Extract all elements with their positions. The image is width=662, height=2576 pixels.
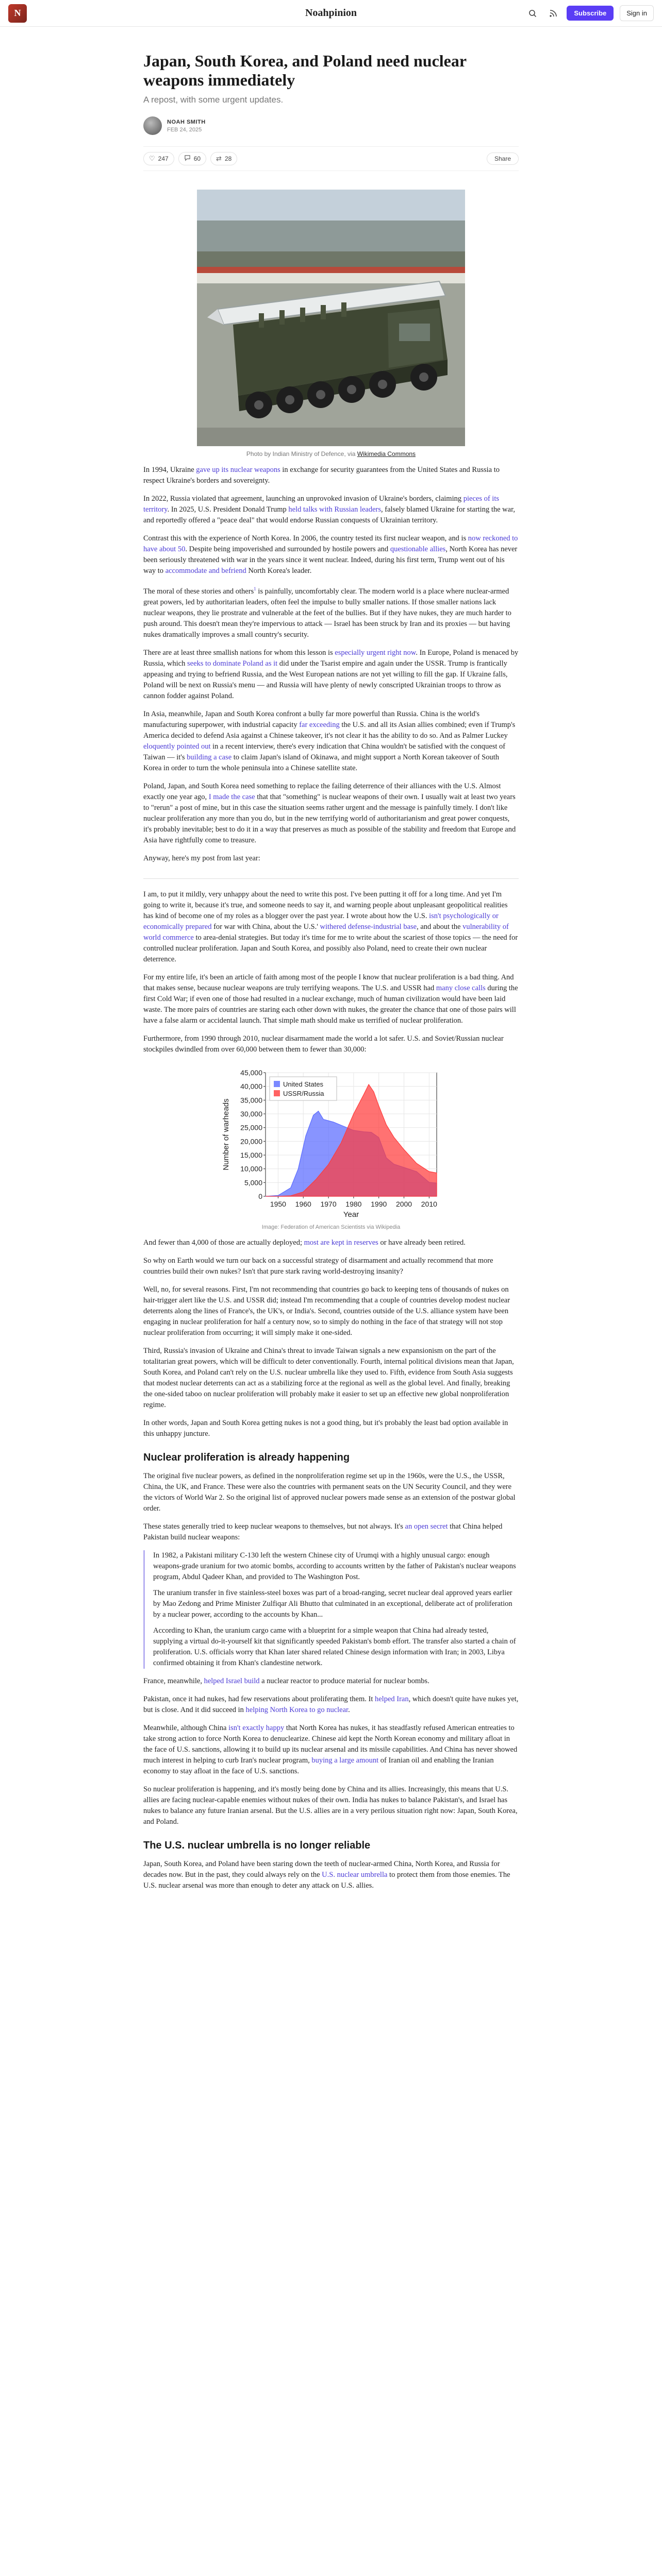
heart-icon: ♡ [149, 155, 155, 162]
paragraph [143, 1723, 519, 1777]
text-run: In 1994, Ukraine [143, 466, 196, 474]
text-run: There are at least three smallish nations for whom this lesson is [143, 648, 335, 657]
text-run: North Korea's leader. [246, 567, 312, 575]
intro-section [143, 465, 519, 864]
text-run: in exchange for security guarantees from the United States and Russia to respect Ukraine's borders and sovereignty. [143, 466, 500, 485]
hero-photo[interactable] [197, 190, 465, 446]
text-run: In Asia, meanwhile, Japan and South Korea confront a bully far more powerful than Russia. China is the world's manufacturing superpower, with industrial capacity [143, 709, 480, 729]
legend-swatch [274, 1090, 280, 1096]
blockquote [143, 1550, 519, 1669]
inline-link[interactable]: helped Iran [374, 1694, 409, 1703]
paragraph [143, 1471, 519, 1514]
restack-count: 28 [224, 155, 232, 162]
restack-icon: ⇄ [216, 155, 222, 162]
text-run: So nuclear proliferation is happening, and it's mostly being done by China and its allies. Increasingly, this means that U.S. allies are facing nuclear-capable enemies without nukes of their own. India has nukes to balance Pakistan's, and Israel has nukes to balance any future Iranian arsenal. But the U.S. allies are in a very perilous situation right now: Japan, South Korea, and Poland. [143, 1785, 518, 1826]
hero-caption-text: Photo by Indian Ministry of Defence, via [246, 450, 357, 457]
text-run: is painfully, uncomfortably clear. The modern world is a place where nuclear-armed great powers, led by authoritarian leaders, often feel the impulse to bully smaller nations. If those smaller nations lack nuclear weapons, they lie prostrate and vulnerable at the feet of the bullies. But if they have nukes, they are much harder to push around. This doesn't mean they're impervious to attack — Israel has been struck by Iran and its proxies — but having nukes dramatically improves a small country's security. [143, 587, 511, 639]
text-run: , and about the [417, 922, 463, 931]
text-run: to protect them from those enemies. The U.S. nuclear arsenal was more than enough to deter any attack on U.S. allies. [143, 1870, 510, 1890]
inline-link[interactable]: questionable allies [390, 545, 446, 553]
text-run: Contrast this with the experience of North Korea. In 2006, the country tested its first nuclear weapon, and is [143, 534, 468, 543]
author-name[interactable]: NOAH SMITH [167, 118, 206, 125]
logo-letter: N [14, 8, 21, 18]
post-date: FEB 24, 2025 [167, 126, 202, 133]
x-tick-label: 2010 [421, 1199, 437, 1208]
like-button[interactable] [143, 152, 174, 165]
top-navigation [0, 0, 662, 27]
text-run: Poland, Japan, and South Korea need something to replace the failing deterrence of their alliances with the U.S. Almost exactly one year ago, [143, 782, 501, 801]
text-run: Furthermore, from 1990 through 2010, nuclear disarmament made the world a lot safer. U.S. and Soviet/Russian nuclear stockpiles dwindled from over 60,000 between them to fewer than 30,000: [143, 1034, 504, 1054]
paragraph [143, 584, 519, 640]
paragraph [143, 1346, 519, 1411]
share-button[interactable]: Share [487, 152, 519, 165]
post-subtitle: A repost, with some urgent updates. [143, 95, 284, 105]
paragraph [143, 533, 519, 577]
inline-link[interactable]: building a case [187, 753, 232, 761]
paragraph [143, 1676, 519, 1687]
paragraph [143, 465, 519, 486]
text-run: of Iranian oil and enabling the Iranian economy to stay afloat in the face of U.S. sanctions. [143, 1756, 494, 1775]
y-tick-label: 20,000 [240, 1137, 262, 1146]
text-run: to claim Japan's island of Okinawa, and might support a North Korean takeover of South Korea in order to turn the whole peninsula into a Chinese satellite state. [143, 753, 499, 772]
text-run: that North Korea has nukes, it has steadfastly refused American entreaties to take strong action to force North Korea to denuclearize. Chinese aid kept the North Korean economy and military afloat in the face of U.S. sanctions, allowing it to build up its nuclear arsenal and its missile capabilities. And China has never showed much interest in helping to curb Iran's nuclear program, [143, 1723, 518, 1765]
paragraph [143, 781, 519, 846]
y-tick-label: 30,000 [240, 1109, 262, 1118]
paragraph [143, 1859, 519, 1891]
paragraph [153, 1550, 519, 1583]
publication-logo[interactable] [8, 4, 27, 23]
text-run: , which doesn't quite have nukes yet, but is close. And it did succeed in [143, 1694, 519, 1714]
text-run: , falsely blamed Ukraine for starting the war, and reportedly offered a "peace deal" that would endorse Russian conquests of Ukrainian territory. [143, 505, 515, 524]
post-title: Japan, South Korea, and Poland need nuclear weapons immediately [143, 52, 467, 89]
text-run: that China helped Pakistan build nuclear weapons: [143, 1522, 503, 1541]
y-tick-label: 40,000 [240, 1082, 262, 1091]
inline-link[interactable]: an open secret [405, 1522, 448, 1531]
section-divider [143, 878, 519, 879]
text-run: I am, to put it mildly, very unhappy about the need to write this post. I've been putting it off for a long time. And yet I'm going to write it, because it's true, and someone needs to say it, and warning people about unpleasant geopolitical realities has kind of become one of my roles as a blogger over the past year. I wrote about how the U.S. [143, 890, 508, 920]
inline-link[interactable]: helping North Korea to go nuclear [245, 1705, 349, 1714]
inline-link[interactable]: vulnerability of world commerce [143, 922, 509, 942]
inline-link[interactable]: now reckoned to have about 50 [143, 534, 518, 553]
paragraph [143, 1784, 519, 1827]
paragraph [143, 709, 519, 774]
text-run: in a recent interview, there's every indication that China wouldn't be satisfied with the conquest of Taiwan — it's [143, 742, 506, 761]
x-axis-label: Year [343, 1210, 359, 1219]
paragraph [143, 889, 519, 965]
text-run: the U.S. and all its Asian allies combined; even if Trump's America decided to defend Asia against a Chinese takeover, it's not clear it has the ability to do so. And as Palmer Luckey [143, 720, 516, 740]
y-tick-label: 0 [258, 1192, 262, 1200]
text-run: These states generally tried to keep nuclear weapons to themselves, but not always. It's [143, 1522, 405, 1531]
paragraph [143, 1033, 519, 1055]
text-run: So why on Earth would we turn our back on a successful strategy of disarmament and actually recommend that more countries build their own nukes? Isn't that pure stark raving world-destroying insanity? [143, 1256, 493, 1276]
inline-link[interactable]: I made the case [208, 792, 255, 801]
text-run: In 1982, a Pakistani military C-130 left the western Chinese city of Urumqi with a highly unusual cargo: enough weapons-grade uranium for two atomic bombs, according to accounts written by the father of Pakistan's nuclear weapons program, Abdul Qadeer Khan, and provided to The Washington Post. [153, 1551, 516, 1581]
repost-section [143, 889, 519, 1055]
inline-link[interactable]: accommodate and befriend [165, 567, 246, 575]
y-axis-label: Number of warheads [222, 1098, 230, 1171]
paragraph [153, 1625, 519, 1669]
inline-link[interactable]: most are kept in reserves [304, 1238, 378, 1247]
x-tick-label: 1970 [320, 1199, 337, 1208]
text-run: . In 2025, U.S. President Donald Trump [167, 505, 289, 514]
x-tick-label: 1950 [270, 1199, 286, 1208]
text-run: during the first Cold War; if even one of those had resulted in a nuclear exchange, much of human civilization would have been laid waste. The more pairs of countries are staring each other down with nukes, the greater the chance that one of those pairs will have a false alarm or accidental launch. That simple math should make us terrified of nuclear proliferation. [143, 984, 518, 1025]
chart-caption: Image: Federation of American Scientists via Wikipedia [261, 1224, 401, 1230]
paragraph [143, 1521, 519, 1543]
warhead-chart[interactable] [220, 1066, 442, 1230]
text-run: According to Khan, the uranium cargo came with a blueprint for a simple weapon that China had already tested, supplying a virtual do-it-yourself kit that significantly speeded Pakistan's bomb effort. The transfer also started a chain of proliferation. U.S. officials worry that Khan later shared related Chinese design information with Iran; in 2003, Libya confirmed obtaining it from Khan's clandestine network. [153, 1626, 516, 1667]
text-run: a nuclear reactor to produce material for nuclear bombs. [259, 1676, 429, 1685]
nav-actions [525, 5, 654, 21]
inline-link[interactable]: isn't psychologically or economically prepared [143, 911, 499, 931]
paragraph [143, 1238, 519, 1248]
text-run: The moral of these stories and others [143, 587, 254, 596]
byline-text [167, 119, 206, 133]
inline-link[interactable]: especially urgent right now [335, 648, 416, 657]
y-tick-label: 25,000 [240, 1123, 262, 1132]
x-tick-label: 1980 [345, 1199, 362, 1208]
paragraph [143, 1418, 519, 1439]
legend-label: United States [283, 1080, 324, 1088]
byline [143, 116, 519, 135]
sign-in-button[interactable]: Sign in [620, 5, 654, 21]
y-tick-label: 35,000 [240, 1096, 262, 1105]
text-run: For my entire life, it's been an article of faith among most of the people I know that nuclear proliferation is a bad thing. And that makes sense, because nuclear weapons are truly terrifying weapons. The U.S. and USSR had [143, 973, 514, 992]
text-run: In 2022, Russia violated that agreement, launching an unprovoked invasion of Ukraine's borders, claiming [143, 495, 464, 503]
subscribe-button[interactable]: Subscribe [567, 6, 614, 21]
site-title[interactable]: Noahpinion [305, 7, 357, 19]
author-avatar[interactable] [143, 116, 162, 135]
paragraph [143, 494, 519, 526]
after-chart-section [143, 1238, 519, 1439]
proliferation-section [143, 1471, 519, 1543]
x-tick-label: 1990 [371, 1199, 387, 1208]
text-run: Japan, South Korea, and Poland have been staring down the teeth of nuclear-armed China, North Korea, and Russia for decades now. But in the past, they could always rely on the [143, 1859, 500, 1879]
y-tick-label: 15,000 [240, 1150, 262, 1159]
inline-link[interactable]: gave up its nuclear weapons [196, 466, 280, 474]
restack-button[interactable] [210, 152, 237, 165]
inline-link[interactable]: eloquently pointed out [143, 742, 211, 751]
inline-link[interactable]: helped Israel build [204, 1676, 260, 1685]
y-tick-label: 10,000 [240, 1164, 262, 1173]
hero-caption-link[interactable]: Wikimedia Commons [357, 450, 416, 457]
x-tick-label: 2000 [395, 1199, 412, 1208]
text-run: that that "something" is nuclear weapons of their own. I usually wait at least two years to "rerun" a post of mine, but in this case the situation seems rather urgent and the message is painfully timely. I don't like nuclear proliferation any more than you do, but in the new terrifying world of authoritarianism and great power conquests, it's probably inevitable; best to do it in a way that preserves as much as possible of the stability and freedom that Europe and Asia have rightfully come to treasure. [143, 792, 516, 844]
inline-link[interactable]: isn't exactly happy [228, 1723, 285, 1732]
inline-link[interactable]: buying a large amount [311, 1756, 379, 1765]
legend-swatch [274, 1081, 280, 1087]
paragraph [143, 972, 519, 1026]
text-run: or have already been retired. [378, 1238, 466, 1247]
comment-icon [184, 155, 191, 163]
x-tick-label: 1960 [295, 1199, 311, 1208]
post-actions-bar [143, 146, 519, 171]
paragraph [143, 1694, 519, 1716]
text-run: France, meanwhile, [143, 1676, 204, 1685]
inline-link[interactable]: withered defense-industrial base [320, 922, 417, 931]
text-run: . In Europe, Poland is menaced by Russia, which [143, 648, 519, 668]
paragraph [143, 1256, 519, 1277]
text-run: , North Korea has never been seriously threatened with war in the years since it went nuclear. Indeed, during his first term, Trump went out of his way to [143, 545, 518, 575]
inline-link[interactable]: far exceeding [299, 720, 340, 729]
y-tick-label: 45,000 [240, 1068, 262, 1077]
warhead-chart-svg [220, 1066, 442, 1221]
inline-link[interactable]: many close calls [436, 984, 486, 992]
hero-illustration [197, 190, 465, 446]
inline-link[interactable]: pieces of its territory [143, 495, 499, 514]
text-run: And fewer than 4,000 of those are actually deployed; [143, 1238, 304, 1247]
paragraph [143, 648, 519, 702]
y-tick-label: 5,000 [244, 1178, 262, 1187]
hero-caption [143, 450, 519, 457]
legend-label: USSR/Russia [283, 1089, 324, 1097]
text-run: In other words, Japan and South Korea getting nukes is not a good thing, but it's probably the least bad option available in this unhappy juncture. [143, 1418, 508, 1438]
text-run: Meanwhile, although China [143, 1723, 229, 1732]
paragraph [143, 853, 519, 864]
text-run: Anyway, here's my post from last year: [143, 854, 260, 862]
like-count: 247 [158, 155, 169, 162]
inline-link[interactable]: U.S. nuclear umbrella [322, 1870, 388, 1879]
text-run: The original five nuclear powers, as defined in the nonproliferation regime set up in the 1960s, were the U.S., the USSR, China, the UK, and France. These were also the countries with permanent seats on the UN Security Council, and they were the victors of World War 2. So the original list of approved nuclear powers made sense as an extension of the postwar global order. [143, 1471, 516, 1513]
text-run: to area-denial strategies. But today it's time for me to write about the scariest of those topics — the need for controlled nuclear proliferation. Japan and South Korea, and possibly also Poland, need to create their own nuclear deterrence. [143, 933, 518, 963]
comment-button[interactable] [178, 152, 206, 165]
text-run: Well, no, for several reasons. First, I'm not recommending that countries go back to keeping tens of thousands of nukes on hair-trigger alert like the U.S. and USSR did; instead I'm recommending that a couple of countries develop modest nuclear deterrents along the lines of France's, the UK's, or India's. Second, countries outside of the U.S. alliance system have been engaging in nuclear proliferation for half a century now, so to simply do nothing in the face of that strategy will not stop nuclear proliferation from occurring; it will simply make it one-sided. [143, 1285, 510, 1337]
inline-link[interactable]: seeks to dominate Poland as it [187, 659, 278, 668]
text-run: . [348, 1705, 350, 1714]
umbrella-section [143, 1859, 519, 1891]
text-run: did under the Tsarist empire and again under the USSR. Trump is frantically appeasing and trying to befriend Russia, and the West European nations are not yet willing to fill the gap. If Ukraine falls, Poland will be next on Russia's menu — and Russia will have plenty of newly conscripted Ukrainian troops to throw as cannon fodder against Poland. [143, 659, 508, 700]
paragraph [153, 1588, 519, 1620]
text-run: Third, Russia's invasion of Ukraine and China's threat to invade Taiwan signals a new expansionism on the part of the totalitarian great powers, which will be difficult to deter conventionally. Fourth, internal political divisions mean that Japan, South Korea, and Poland can't rely on the U.S. nuclear umbrella like they used to. Fifth, evidence from South Asia suggests that modest nuclear deterrents can act as a stabilizing force at the regional as well as the global level. And finally, breaking the one-sided taboo on nuclear proliferation will probably make it easier to set up an effective new global nonproliferation regime. [143, 1346, 514, 1409]
article [143, 27, 519, 1891]
text-run: . Despite being impoverished and surrounded by hostile powers and [185, 545, 390, 553]
comment-count: 60 [193, 155, 201, 162]
text-run: The uranium transfer in five stainless-steel boxes was part of a broad-ranging, secret nuclear deal approved years earlier by Mao Zedong and Prime Minister Zulfiqar Ali Bhutto that culminated in an exceptional, deliberate act of proliferation by a nuclear power, according to the accounts by Khan... [153, 1588, 512, 1619]
post-body [143, 465, 519, 1891]
inline-link[interactable]: held talks with Russian leaders [288, 505, 382, 514]
section-heading-umbrella: The U.S. nuclear umbrella is no longer reliable [143, 1839, 371, 1851]
text-run: for war with China, about the U.S.' [211, 922, 320, 931]
footnote-marker[interactable]: 1 [254, 586, 256, 591]
search-icon[interactable] [525, 6, 540, 21]
paragraph [143, 1284, 519, 1338]
text-run: Pakistan, once it had nukes, had few reservations about proliferating them. It [143, 1694, 375, 1703]
rss-feed-icon[interactable] [546, 6, 560, 21]
proliferation-section-continued [143, 1676, 519, 1827]
section-heading-proliferation: Nuclear proliferation is already happening [143, 1451, 350, 1463]
